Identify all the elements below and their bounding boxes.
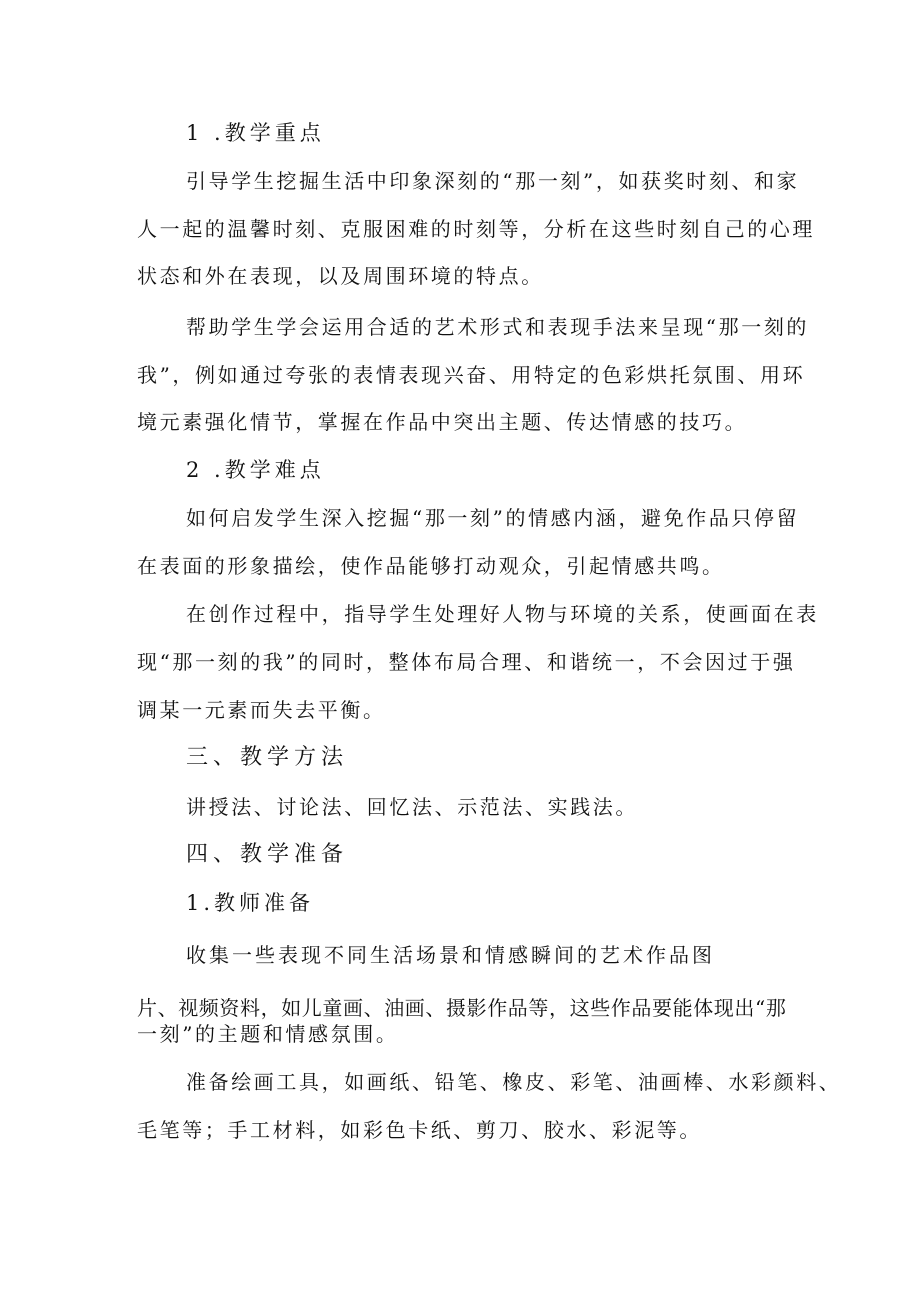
difficulty-p1-line-2: 在表面的形象描绘，使作品能够打动观众，引起情感共鸣。 [137,554,725,578]
teacher-prep-p2-line-2: 毛笔等；手工材料，如彩色卡纸、剪刀、胶水、彩泥等。 [137,1118,702,1142]
difficulty-p2-line-1: 在创作过程中，指导学生处理好人物与环境的关系，使画面在表 [186,602,819,626]
methods-text: 讲授法、讨论法、回忆法、示范法、实践法。 [186,795,638,819]
prep-heading: 四、教学准备 [186,842,349,867]
teacher-prep-p2-line-1: 准备绘画工具，如画纸、铅笔、橡皮、彩笔、油画棒、水彩颜料、 [186,1070,842,1094]
difficulty-heading: 2 .教学难点 [186,458,325,482]
focus-p2-line-3: 境元素强化情节，掌握在作品中突出主题、传达情感的技巧。 [137,410,748,434]
focus-heading: 1 .教学重点 [186,121,325,145]
focus-p2-line-2: 我”，例如通过夸张的表情表现兴奋、用特定的色彩烘托氛围、用环 [137,363,806,387]
teacher-prep-p1-line-3: 一刻”的主题和情感氛围。 [137,1022,399,1046]
teacher-prep-p1-line-1: 收集一些表现不同生活场景和情感瞬间的艺术作品图 [186,943,715,967]
difficulty-p1-line-1: 如何启发学生深入挖掘“那一刻”的情感内涵，避免作品只停留 [186,506,800,530]
difficulty-p2-line-2: 现“那一刻的我”的同时，整体布局合理、和谐统一，不会因过于强 [137,650,796,674]
focus-p1-line-2: 人一起的温馨时刻、克服困难的时刻等，分析在这些时刻自己的心理 [137,217,815,241]
teacher-prep-heading: 1.教师准备 [186,891,315,915]
teacher-prep-p1-line-2: 片、视频资料，如儿童画、油画、摄影作品等，这些作品要能体现出“那 [137,996,787,1020]
focus-p1-line-1: 引导学生挖掘生活中印象深刻的“那一刻”，如获奖时刻、和家 [186,169,800,193]
methods-heading: 三、教学方法 [186,745,349,770]
focus-p2-line-1: 帮助学生学会运用合适的艺术形式和表现手法来呈现“那一刻的 [186,315,810,339]
difficulty-p2-line-3: 调某一元素而失去平衡。 [137,698,386,722]
focus-p1-line-3: 状态和外在表现，以及周围环境的特点。 [137,264,544,288]
